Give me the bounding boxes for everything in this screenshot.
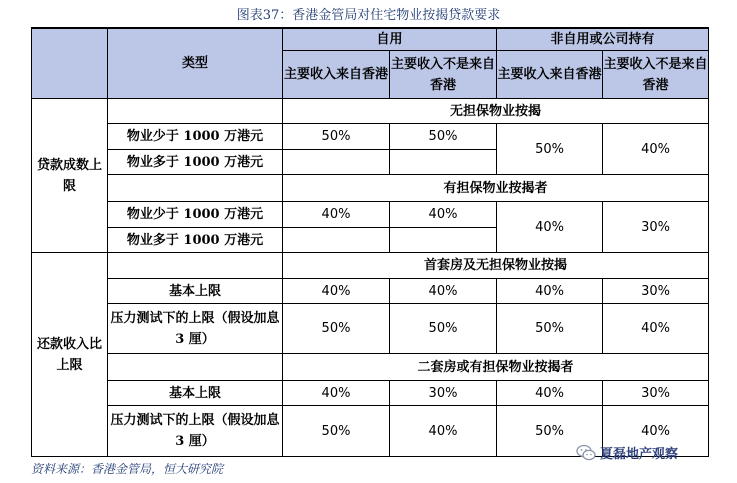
value-cell: 30% [603,381,709,406]
value-cell: 50% [497,124,603,175]
value-cell: 50% [390,304,497,354]
header-col4: 主要收入不是来自香港 [603,51,709,99]
value-cell: 30% [390,381,497,406]
row-label: 压力测试下的上限（假设加息 3 厘） [108,304,283,354]
wechat-icon [576,444,596,462]
value-cell: 30% [603,279,709,304]
row-label: 物业少于 1000 万港元 [108,124,283,150]
value-cell [283,150,390,175]
value-cell: 40% [390,406,497,457]
blank-cell [108,253,283,279]
header-col1: 主要收入来自香港 [283,51,390,99]
mortgage-requirements-table [31,27,709,457]
value-cell: 40% [390,202,497,228]
subsection-title: 二套房或有担保物业按揭者 [283,354,709,381]
header-self-use: 自用 [283,28,497,51]
source-note: 资料来源：香港金管局，恒大研究院 [31,462,224,476]
section-ltv-label: 贷款成数上限 [32,99,108,253]
value-cell: 40% [283,202,390,228]
value-cell: 50% [390,124,497,150]
value-cell: 50% [283,124,390,150]
subsection-title: 首套房及无担保物业按揭 [283,253,709,279]
header-type: 类型 [108,28,283,99]
value-cell: 50% [497,406,603,457]
value-cell: 50% [283,406,390,457]
header-non-self-use: 非自用或公司持有 [497,28,709,51]
value-cell: 40% [603,406,709,457]
row-label: 压力测试下的上限（假设加息 3 厘） [108,406,283,457]
value-cell: 40% [390,279,497,304]
value-cell: 50% [497,304,603,354]
row-label: 物业少于 1000 万港元 [108,202,283,228]
value-cell: 40% [497,279,603,304]
row-label: 物业多于 1000 万港元 [108,228,283,253]
header-col2: 主要收入不是来自香港 [390,51,497,99]
value-cell: 40% [497,381,603,406]
row-label: 基本上限 [108,381,283,406]
subsection-title: 有担保物业按揭者 [283,175,709,202]
figure-title: 图表37：香港金管局对住宅物业按揭贷款要求 [236,8,501,23]
value-cell: 40% [497,202,603,253]
value-cell: 40% [283,381,390,406]
watermark [576,443,678,462]
value-cell: 40% [603,124,709,175]
value-cell: 40% [283,279,390,304]
blank-cell [108,354,283,381]
blank-cell [108,175,283,202]
value-cell [390,150,497,175]
value-cell: 40% [603,304,709,354]
subsection-title: 无担保物业按揭 [283,99,709,124]
header-corner-empty [32,28,108,99]
blank-cell [108,99,283,124]
value-cell: 30% [603,202,709,253]
value-cell: 50% [283,304,390,354]
section-dti-label: 还款收入比上限 [32,253,108,457]
row-label: 物业多于 1000 万港元 [108,150,283,175]
header-col3: 主要收入来自香港 [497,51,603,99]
value-cell [390,228,497,253]
watermark-text: 夏磊地产观察 [600,447,679,462]
row-label: 基本上限 [108,279,283,304]
value-cell [283,228,390,253]
